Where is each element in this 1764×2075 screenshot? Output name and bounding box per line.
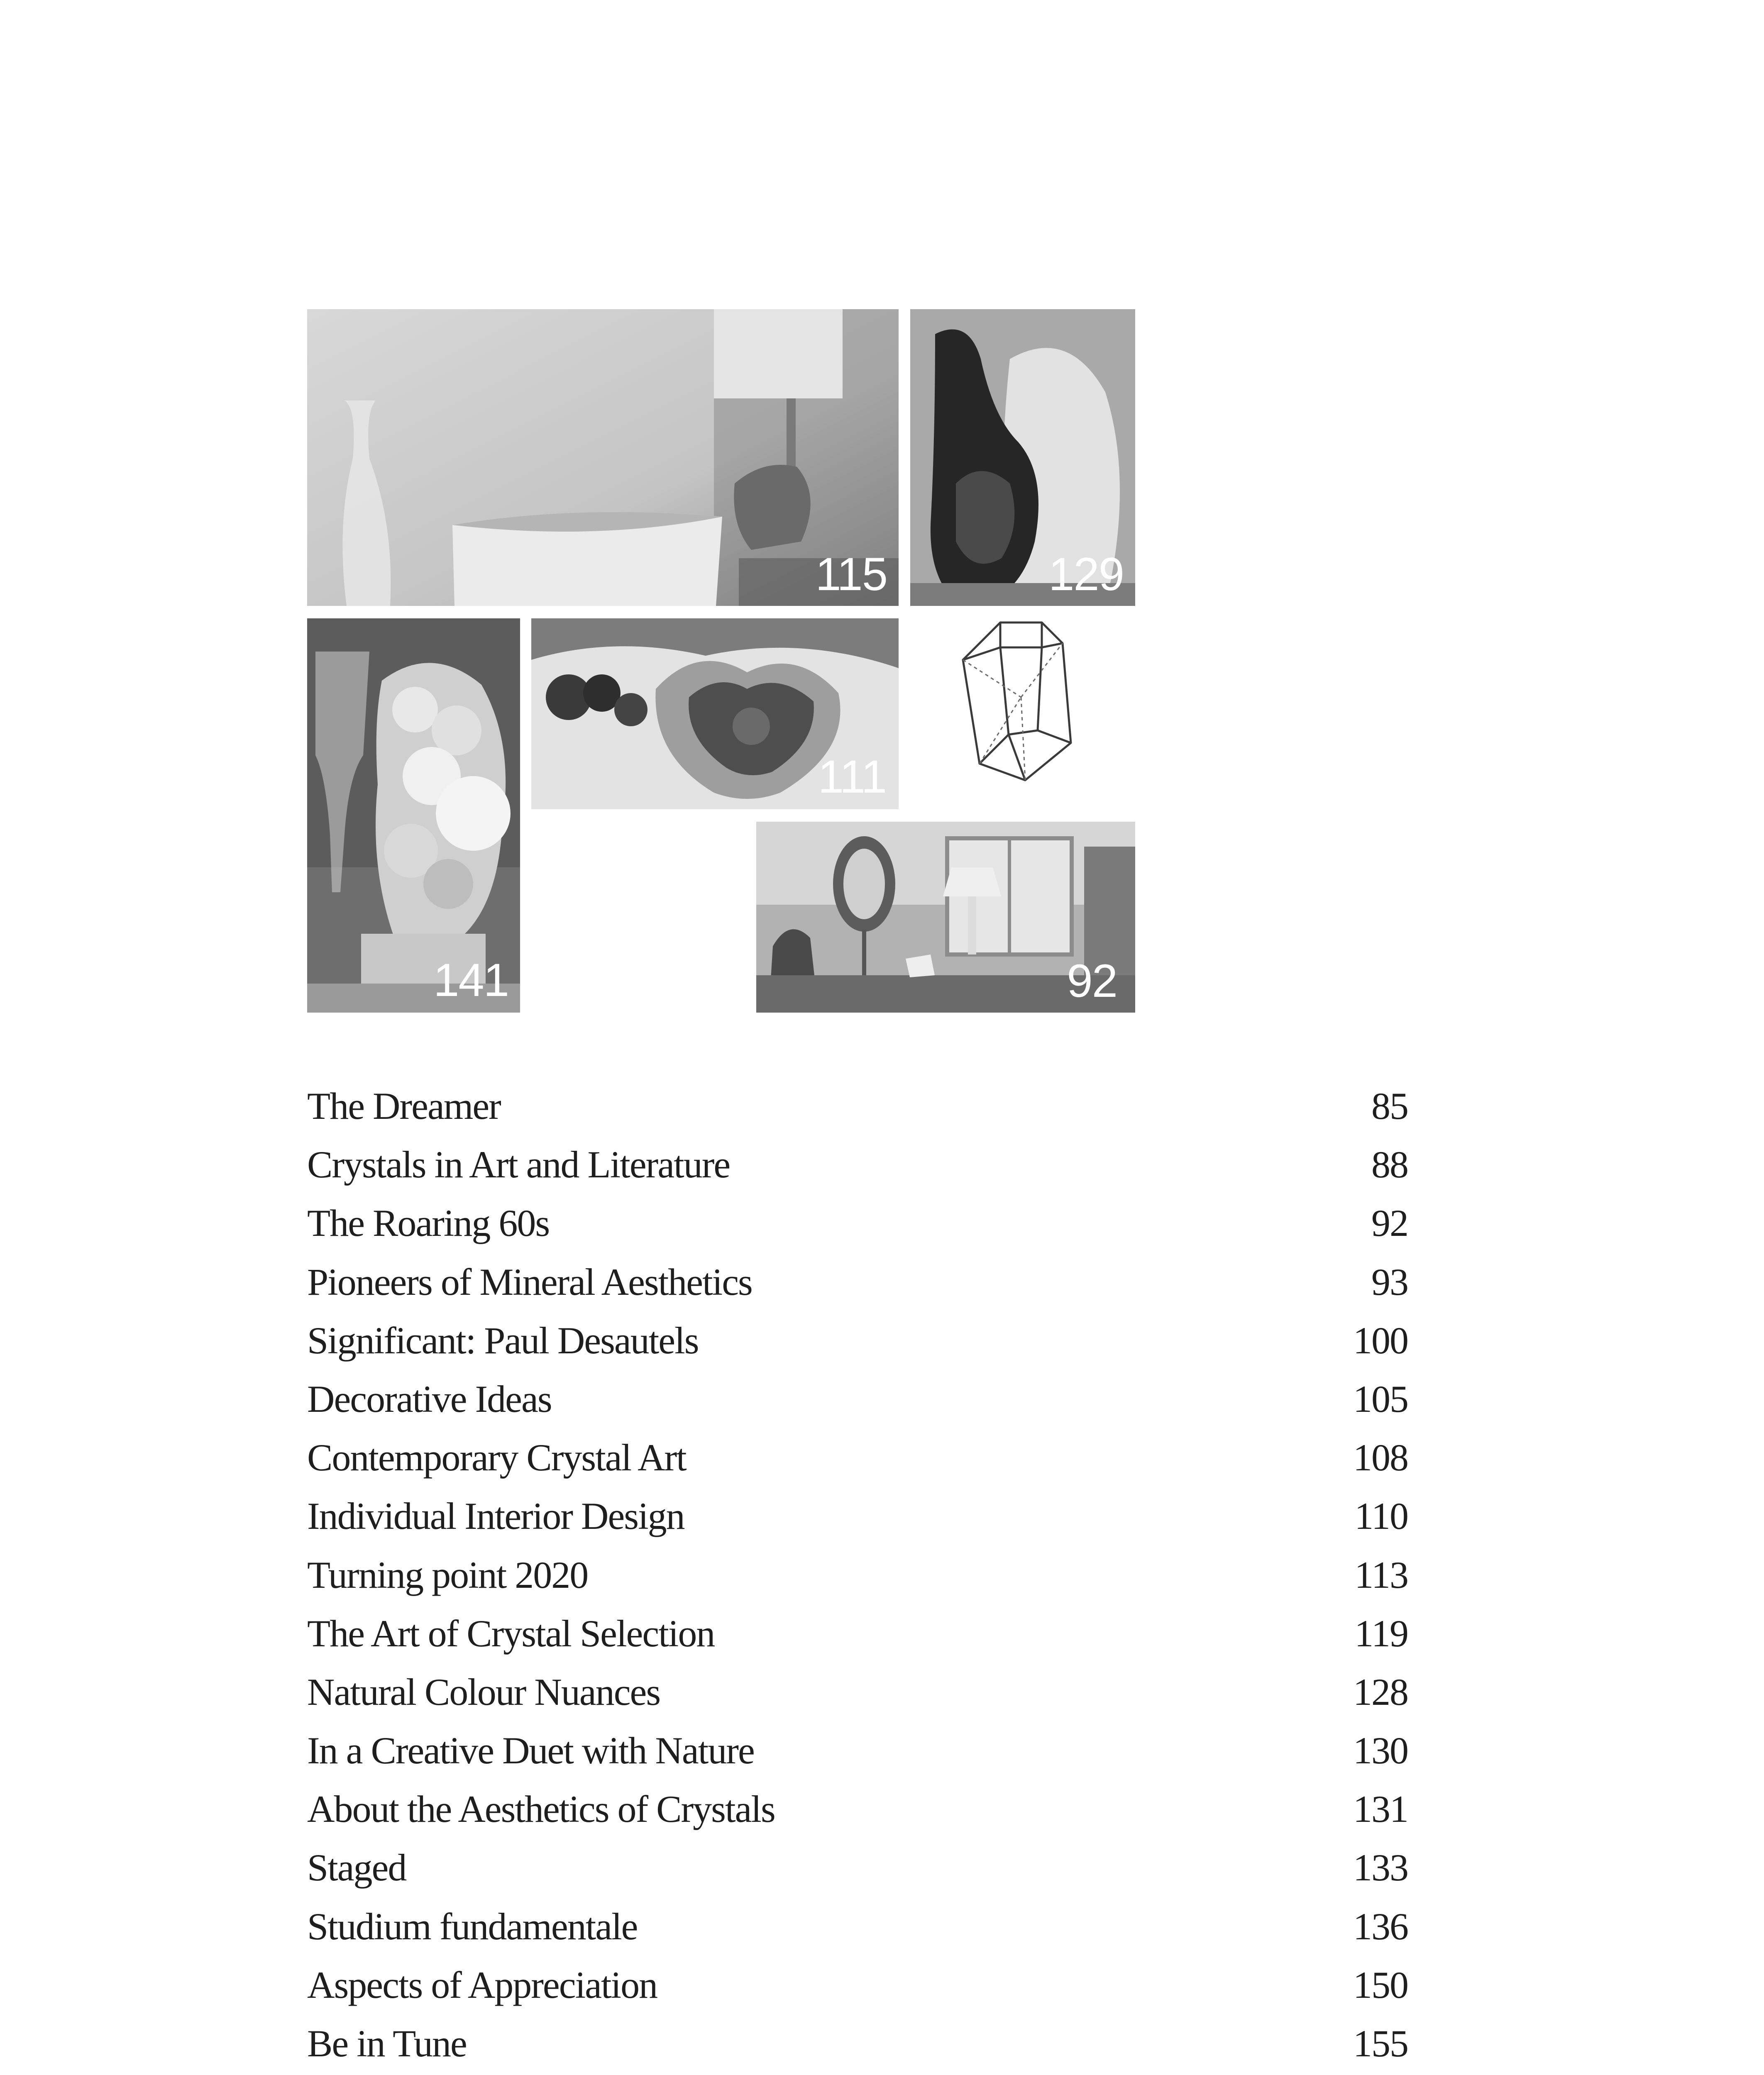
toc-title: Crystals in Art and Literature: [307, 1143, 730, 1186]
toc-entry[interactable]: [307, 1194, 1408, 1252]
photo-page-number: 92: [1067, 955, 1117, 1007]
toc-entry[interactable]: [307, 1663, 1408, 1721]
toc-title: The Roaring 60s: [307, 1202, 550, 1245]
toc-page-number: 133: [1353, 1846, 1408, 1889]
toc-entry[interactable]: [307, 1897, 1408, 1956]
toc-title: Studium fundamentale: [307, 1905, 638, 1948]
toc-entry[interactable]: [307, 1370, 1408, 1428]
photo-141-image: [307, 618, 520, 1013]
toc-entry[interactable]: [307, 1721, 1408, 1780]
toc-entry[interactable]: [307, 1546, 1408, 1604]
toc-title: [307, 2073, 447, 2075]
toc-title: Aspects of Appreciation: [307, 1963, 657, 2006]
toc-title: Turning point 2020: [307, 1553, 588, 1596]
photo-115: [307, 309, 899, 606]
toc-title: Staged: [307, 1846, 406, 1889]
toc-entry[interactable]: [307, 1487, 1408, 1545]
toc-title: Significant: Paul Desautels: [307, 1319, 699, 1362]
toc-entry[interactable]: [307, 1604, 1408, 1663]
photo-92: [756, 822, 1135, 1013]
toc-title: Natural Colour Nuances: [307, 1670, 660, 1713]
toc-page-number: 155: [1353, 2022, 1408, 2065]
toc-page-number: 100: [1353, 1319, 1408, 1362]
toc-page-number: 113: [1354, 1553, 1408, 1596]
photo-page-number: 129: [1048, 548, 1124, 600]
toc-title: The Art of Crystal Selection: [307, 1612, 715, 1655]
toc-title: Contemporary Crystal Art: [307, 1436, 686, 1479]
crystal-outline-icon: [955, 618, 1079, 784]
photo-115-image: [307, 309, 899, 606]
toc-page-number: 92: [1371, 1202, 1408, 1245]
toc-page-number: 105: [1353, 1377, 1408, 1420]
toc-entry[interactable]: [307, 1428, 1408, 1487]
toc-title: Decorative Ideas: [307, 1377, 552, 1420]
toc-page-number: [1353, 2073, 1408, 2075]
photo-page-number: 111: [818, 751, 886, 803]
toc-title: Individual Interior Design: [307, 1495, 684, 1538]
toc-page-number: 108: [1353, 1436, 1408, 1479]
photo-141: [307, 618, 520, 1013]
toc-page-number: 110: [1354, 1495, 1408, 1538]
toc-page-number: 93: [1371, 1260, 1408, 1303]
toc-entry[interactable]: [307, 2073, 1408, 2075]
toc-page-number: 130: [1353, 1729, 1408, 1772]
toc-page-number: 85: [1371, 1085, 1408, 1127]
toc-entry[interactable]: [307, 2014, 1408, 2073]
toc-page-number: 88: [1371, 1143, 1408, 1186]
photo-page-number: 115: [815, 548, 887, 600]
photo-129: [910, 309, 1135, 606]
toc-page-number: 128: [1353, 1670, 1408, 1713]
toc-entry[interactable]: [307, 1956, 1408, 2014]
toc-entry[interactable]: [307, 1780, 1408, 1838]
toc-entry[interactable]: [307, 1135, 1408, 1194]
toc-entry[interactable]: [307, 1077, 1408, 1135]
toc-entry[interactable]: [307, 1838, 1408, 1897]
toc-entry[interactable]: [307, 1311, 1408, 1370]
table-of-contents: [307, 1077, 1408, 2075]
toc-title: Be in Tune: [307, 2022, 467, 2065]
toc-title: In a Creative Duet with Nature: [307, 1729, 754, 1772]
toc-page-number: 150: [1353, 1963, 1408, 2006]
toc-title: Pioneers of Mineral Aesthetics: [307, 1260, 752, 1303]
toc-page-number: 136: [1353, 1905, 1408, 1948]
toc-page-number: 119: [1354, 1612, 1408, 1655]
toc-entry[interactable]: [307, 1253, 1408, 1311]
photo-page-number: 141: [433, 954, 508, 1006]
toc-title: About the Aesthetics of Crystals: [307, 1788, 775, 1831]
toc-title: The Dreamer: [307, 1085, 501, 1127]
photo-111: [531, 618, 899, 809]
toc-page-number: 131: [1353, 1788, 1408, 1831]
